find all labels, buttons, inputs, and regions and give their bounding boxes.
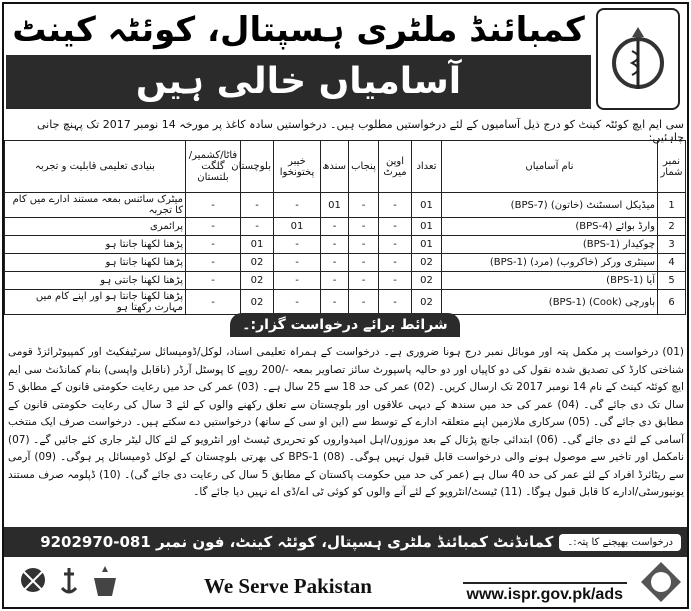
table-cell: - [241,218,274,236]
table-cell: - [186,254,241,272]
table-cell: - [349,193,379,218]
ispr-logo-icon [639,560,683,604]
table-cell: 02 [241,272,274,290]
table-cell: - [349,236,379,254]
table-cell: میڈیکل اسسٹنٹ (خاتون) (BPS-7) [442,193,658,218]
table-cell: - [379,236,412,254]
table-cell: - [274,254,321,272]
army-logo-icon [18,564,48,600]
table-cell: - [321,254,349,272]
table-cell: - [186,218,241,236]
table-cell: باورچی (Cook) (BPS-1) [442,290,658,315]
table-cell: - [349,272,379,290]
table-cell: پڑھنا لکھنا جانتا ہو اور اپنے کام میں مہارت رکھتا ہو [5,290,186,315]
table-row [5,218,686,236]
table-cell: 01 [412,193,442,218]
table-cell: 01 [274,218,321,236]
footer [4,560,687,606]
header-cell: نمبر شمار [658,141,686,193]
vacancies-banner: آسامیاں خالی ہیں [6,55,591,109]
table-cell: - [379,272,412,290]
table-cell: 6 [658,290,686,315]
table-cell: 01 [241,236,274,254]
table-cell: - [186,290,241,315]
table-cell: - [321,236,349,254]
address-text: کمانڈنٹ کمبائنڈ ملٹری ہسپتال، کوئٹہ کینٹ، فون نمبر 081-9202970 [40,533,554,551]
header-cell: فاٹا/کشمیر/ گلگت بلتستان [186,141,241,193]
conditions-text: (01) درخواست پر مکمل پتہ اور موبائل نمبر درج ہونا ضروری ہے۔ درخواست کے ہمراہ تعلیمی اسناد، لوکل/ڈومیسائل سرٹیفکیٹ اور کمپیوٹرائزڈ قومی شناختی کارڈ کی تصدیق شدہ نقول کی دو کاپیاں اور دو حالیہ پاسپورٹ سائز تصاویر بمعہ -/200 روپے کا پوسٹل آرڈر (ناقابل واپسی) بنام کمانڈنٹ سی ایم ایچ کوئٹہ کینٹ کے نام 14 نومبر 2017 تک ارسال کریں۔ (02) عمر کی حد 18 سے 25 سال ہے۔ (03) عمر کی حد میں رعایت حکومتی قانون کے مطابق 5 سال تک دی جائے گی۔ (04) عمر کی حد میں سندھ کے دیہی علاقوں اور بلوچستان سے تعلق رکھنے والوں کے لئے 3 سال کی رعایت حکومتی قانون کے مطابق دی جائے گی۔ (05) سرکاری ملازمین اپنے متعلقہ ادارے کے توسط سے (این او سی کے ساتھ) درخواستیں دے سکتے ہیں۔ درخواست صرف ایک منتخب آسامی کے لئے دی جائے گی۔ (06) ابتدائی جانچ پڑتال کے بعد موزوں/اہل امیدواروں کو تحریری ٹیسٹ اور انٹرویو کے لئے کال لیٹر جاری کئے جائیں گے۔ (07) نامکمل اور تاخیر سے موصول ہونے والی درخواست قابل قبول نہیں ہوگی۔ (08) BPS-1 کی بھرتی بلوچستان کے لوکل ڈومیسائل پر ہوگی۔ (09) آرمی سے ریٹائرڈ افراد کے لئے عمر کی حد 40 سال ہے (عمر کی حد میں حکومت پاکستان کے مطابق 5 سال کی رعایت دی جائے گی)۔ (10) ڈپلومہ صرف مستند یونیورسٹی/ادارے کا قابل قبول ہوگا۔ (11) ٹیسٹ/انٹرویو کے لئے آنے والوں کو کوئی ٹی اے/ڈی اے نہیں دیا جائے گا۔ [8,346,685,498]
hospital-title: کمبائنڈ ملٹری ہسپتال، کوئٹہ کینٹ [12,10,585,50]
table-cell: - [186,193,241,218]
table-cell: پڑھنا لکھنا جانتا ہو [5,236,186,254]
header-cell: اوپن میرٹ [379,141,412,193]
amc-emblem-icon [596,8,680,110]
header-cell: بلوچستان [241,141,274,193]
table-cell: - [321,290,349,315]
table-cell: - [379,218,412,236]
table-row [5,254,686,272]
table-cell: - [349,218,379,236]
table-cell: - [379,290,412,315]
table-cell: - [379,254,412,272]
address-band [4,527,687,557]
table-cell: 02 [412,290,442,315]
table-cell: - [321,272,349,290]
table-cell: - [274,193,321,218]
table-cell: - [379,193,412,218]
table-cell: 01 [412,236,442,254]
table-cell: - [274,236,321,254]
table-cell: 4 [658,254,686,272]
table-cell: پڑھنا لکھنا جانتی ہو [5,272,186,290]
table-cell: - [186,236,241,254]
header-cell: نام آسامیاں [442,141,658,193]
conditions-heading: شرائط برائے درخواست گزار:۔ [230,313,460,337]
table-cell: 3 [658,236,686,254]
table-cell: پڑھنا لکھنا جانتا ہو [5,254,186,272]
table-cell: پرائمری [5,218,186,236]
table-cell: سینٹری ورکر (خاکروب) (مرد) (BPS-1) [442,254,658,272]
table-cell: 02 [412,272,442,290]
header-cell: سندھ [321,141,349,193]
table-cell: - [349,290,379,315]
table-cell: - [186,272,241,290]
table-cell: 1 [658,193,686,218]
table-cell: - [321,218,349,236]
table-row [5,193,686,218]
table-cell: - [349,254,379,272]
table-cell: چوکیدار (BPS-1) [442,236,658,254]
slogan: We Serve Pakistan [204,574,372,598]
table-cell: - [274,290,321,315]
table-cell: وارڈ بوائے (BPS-4) [442,218,658,236]
vacancies-table [4,140,686,315]
table-row [5,272,686,290]
header-cell: پنجاب [349,141,379,193]
table-cell: میٹرک سائنس بمعہ مستند ادارے میں کام کا تجربہ [5,193,186,218]
table-cell: - [274,272,321,290]
ispr-url[interactable]: www.ispr.gov.pk/ads [463,582,627,606]
table-cell: 2 [658,218,686,236]
table-cell: - [241,193,274,218]
table-cell: 01 [412,218,442,236]
table-cell: آیا (BPS-1) [442,272,658,290]
table-cell: 02 [241,254,274,272]
table-row [5,236,686,254]
navy-logo-icon [54,564,84,600]
table-header [5,141,686,193]
header-cell: بنیادی تعلیمی قابلیت و تجربہ [5,141,186,193]
table-row [5,290,686,315]
air-force-logo-icon [90,564,120,600]
header-cell: خیبر پختونخوا [274,141,321,193]
table-cell: 5 [658,272,686,290]
address-label: درخواست بھیجنے کا پتہ:۔ [559,534,681,551]
header-cell: تعداد [412,141,442,193]
table-cell: 02 [241,290,274,315]
intro-text: سی ایم ایچ کوئٹہ کینٹ کو درج ذیل آسامیوں کے لئے درخواستیں مطلوب ہیں۔ درخواستیں سادہ کاغذ پر مورخہ 14 نومبر 2017 تک پہنچ جانی چاہئیں:۔ [37,118,684,144]
table-cell: 01 [321,193,349,218]
table-cell: 02 [412,254,442,272]
